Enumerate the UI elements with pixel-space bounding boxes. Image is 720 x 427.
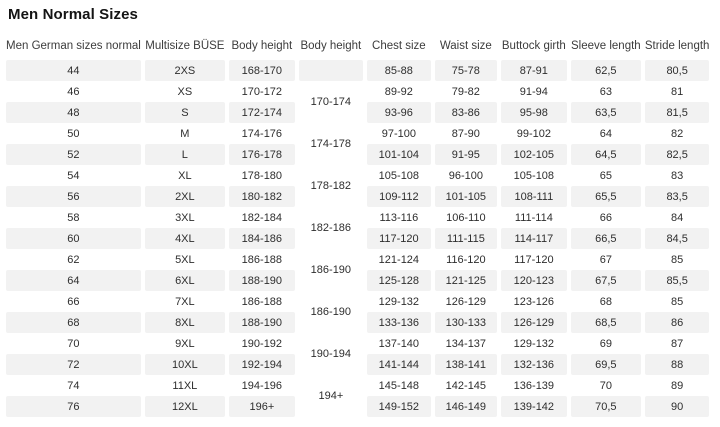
cell-multisize: 9XL	[175, 337, 195, 350]
col-header-waist-size: Waist size	[439, 40, 492, 52]
cell-sleeve: 64,5	[571, 144, 641, 165]
cell-waist: 146-149	[435, 396, 497, 417]
cell-buttock: 123-126	[513, 295, 555, 308]
cell-size: 48	[6, 102, 141, 123]
cell-size: 60	[6, 228, 141, 249]
cell-multisize: 4XL	[145, 228, 225, 249]
cell-sleeve: 68,5	[571, 312, 641, 333]
cell-body-height-group: 178-182	[299, 165, 363, 207]
cell-size: 56	[6, 186, 141, 207]
cell-stride: 88	[645, 354, 710, 375]
cell-chest: 117-120	[367, 228, 431, 249]
cell-size: 70	[67, 337, 80, 350]
cell-body-height: 192-194	[229, 354, 295, 375]
table-row	[6, 333, 709, 354]
cell-stride: 90	[645, 396, 710, 417]
cell-body-height: 168-170	[229, 60, 295, 81]
table-row	[6, 207, 709, 228]
cell-multisize: L	[145, 144, 225, 165]
cell-chest: 93-96	[367, 102, 431, 123]
cell-size: 62	[67, 253, 80, 266]
cell-body-height: 174-176	[241, 127, 283, 140]
cell-waist: 83-86	[435, 102, 497, 123]
table-row	[6, 60, 709, 81]
cell-body-height: 188-190	[229, 270, 295, 291]
cell-body-height: 184-186	[229, 228, 295, 249]
page-title: Men Normal Sizes	[8, 6, 138, 23]
cell-stride: 82	[671, 127, 684, 140]
col-header-men-german-sizes-normal: Men German sizes normal	[6, 40, 141, 52]
cell-buttock: 117-120	[514, 253, 554, 266]
cell-buttock: 99-102	[516, 127, 551, 140]
cell-size: 76	[6, 396, 141, 417]
cell-stride: 82,5	[645, 144, 710, 165]
table-row	[6, 291, 709, 312]
cell-waist: 142-145	[445, 379, 487, 392]
cell-size: 68	[6, 312, 141, 333]
cell-waist: 116-120	[446, 253, 486, 266]
cell-stride: 87	[671, 337, 684, 350]
cell-chest: 141-144	[367, 354, 431, 375]
cell-body-height-group: 190-194	[299, 333, 363, 375]
cell-body-height: 190-192	[241, 337, 283, 350]
cell-stride: 81,5	[645, 102, 710, 123]
cell-body-height-group	[299, 60, 363, 81]
cell-buttock: 108-111	[501, 186, 567, 207]
cell-multisize: M	[180, 127, 190, 140]
cell-buttock: 95-98	[501, 102, 567, 123]
cell-body-height: 186-188	[241, 253, 283, 266]
cell-size: 58	[67, 211, 80, 224]
cell-stride: 89	[671, 379, 684, 392]
cell-stride: 83	[671, 169, 684, 182]
cell-chest: 85-88	[367, 60, 431, 81]
cell-chest: 97-100	[381, 127, 416, 140]
table-row	[6, 375, 709, 396]
cell-buttock: 132-136	[501, 354, 567, 375]
cell-body-height: 182-184	[241, 211, 283, 224]
cell-stride: 80,5	[645, 60, 710, 81]
cell-chest: 129-132	[378, 295, 420, 308]
cell-stride: 84	[671, 211, 684, 224]
header-row	[6, 32, 709, 60]
cell-body-height-group: 170-174	[299, 81, 363, 123]
cell-sleeve: 70	[599, 379, 612, 392]
cell-size: 46	[67, 85, 80, 98]
cell-multisize: 5XL	[175, 253, 195, 266]
col-header-buttock-girth: Buttock girth	[501, 40, 566, 52]
cell-waist: 106-110	[446, 211, 486, 224]
cell-stride: 85	[671, 295, 684, 308]
cell-buttock: 120-123	[501, 270, 567, 291]
col-header-multisize-buse: Multisize BÜSE	[145, 40, 225, 52]
table-row	[6, 249, 709, 270]
cell-waist: 96-100	[448, 169, 483, 182]
cell-sleeve: 67,5	[571, 270, 641, 291]
cell-multisize: 11XL	[172, 379, 198, 392]
cell-buttock: 91-94	[519, 85, 548, 98]
table-body	[6, 60, 709, 417]
cell-body-height: 194-196	[241, 379, 283, 392]
cell-stride: 84,5	[645, 228, 710, 249]
cell-chest: 105-108	[378, 169, 420, 182]
cell-multisize: 6XL	[145, 270, 225, 291]
cell-size: 44	[6, 60, 141, 81]
cell-waist: 91-95	[435, 144, 497, 165]
table-row	[6, 123, 709, 144]
cell-sleeve: 66	[599, 211, 612, 224]
cell-waist: 138-141	[435, 354, 497, 375]
cell-size: 50	[67, 127, 80, 140]
cell-sleeve: 70,5	[571, 396, 641, 417]
cell-sleeve: 67	[599, 253, 612, 266]
cell-buttock: 129-132	[513, 337, 555, 350]
cell-buttock: 105-108	[513, 169, 555, 182]
cell-buttock: 111-114	[514, 211, 553, 224]
cell-buttock: 87-91	[501, 60, 567, 81]
col-header-chest-size: Chest size	[372, 40, 426, 52]
cell-waist: 121-125	[435, 270, 497, 291]
cell-body-height: 176-178	[229, 144, 295, 165]
cell-waist: 111-115	[435, 228, 497, 249]
cell-body-height: 196+	[229, 396, 295, 417]
cell-sleeve: 65,5	[571, 186, 641, 207]
cell-body-height-group: 194+	[299, 375, 363, 417]
cell-chest: 89-92	[384, 85, 413, 98]
cell-multisize: XL	[178, 169, 192, 182]
cell-sleeve: 69,5	[571, 354, 641, 375]
cell-multisize: 8XL	[145, 312, 225, 333]
cell-stride: 85	[671, 253, 684, 266]
cell-chest: 109-112	[367, 186, 431, 207]
cell-chest: 121-124	[378, 253, 420, 266]
cell-chest: 113-116	[379, 211, 419, 224]
cell-multisize: S	[145, 102, 225, 123]
cell-body-height: 186-188	[241, 295, 283, 308]
cell-buttock: 102-105	[501, 144, 567, 165]
cell-body-height: 170-172	[241, 85, 283, 98]
cell-size: 72	[6, 354, 141, 375]
cell-waist: 134-137	[445, 337, 487, 350]
cell-multisize: 7XL	[175, 295, 195, 308]
cell-multisize: XS	[177, 85, 193, 98]
cell-waist: 101-105	[435, 186, 497, 207]
cell-buttock: 136-139	[513, 379, 555, 392]
cell-sleeve: 64	[599, 127, 612, 140]
cell-chest: 101-104	[367, 144, 431, 165]
cell-waist: 130-133	[435, 312, 497, 333]
cell-waist: 79-82	[451, 85, 480, 98]
table-row	[6, 81, 709, 102]
cell-buttock: 114-117	[501, 228, 567, 249]
cell-waist: 75-78	[435, 60, 497, 81]
cell-sleeve: 66,5	[571, 228, 641, 249]
cell-size: 66	[67, 295, 80, 308]
cell-sleeve: 62,5	[571, 60, 641, 81]
cell-body-height: 188-190	[229, 312, 295, 333]
cell-body-height-group: 174-178	[299, 123, 363, 165]
cell-multisize: 12XL	[145, 396, 225, 417]
cell-multisize: 2XS	[145, 60, 225, 81]
cell-size: 64	[6, 270, 141, 291]
cell-multisize: 3XL	[175, 211, 195, 224]
cell-sleeve: 63	[599, 85, 612, 98]
cell-body-height-group: 186-190	[299, 291, 363, 333]
col-header-stride-length: Stride length	[644, 40, 710, 52]
cell-sleeve: 69	[599, 337, 612, 350]
table-head	[6, 32, 709, 60]
cell-multisize: 10XL	[145, 354, 225, 375]
cell-body-height-group: 186-190	[299, 249, 363, 291]
cell-sleeve: 63,5	[571, 102, 641, 123]
cell-chest: 145-148	[378, 379, 420, 392]
cell-sleeve: 68	[599, 295, 612, 308]
cell-waist: 126-129	[445, 295, 487, 308]
cell-size: 52	[6, 144, 141, 165]
cell-stride: 83,5	[645, 186, 710, 207]
cell-stride: 85,5	[645, 270, 710, 291]
cell-stride: 81	[671, 85, 684, 98]
table-row	[6, 165, 709, 186]
size-table	[2, 32, 713, 417]
cell-chest: 149-152	[367, 396, 431, 417]
cell-chest: 137-140	[378, 337, 420, 350]
col-header-sleeve-length: Sleeve length	[571, 40, 641, 52]
cell-body-height-group: 182-186	[299, 207, 363, 249]
cell-sleeve: 65	[599, 169, 612, 182]
col-header-body-height-grouped: Body height	[300, 40, 362, 52]
cell-body-height: 178-180	[241, 169, 283, 182]
cell-buttock: 139-142	[501, 396, 567, 417]
col-header-body-height: Body height	[231, 40, 293, 52]
cell-multisize: 2XL	[145, 186, 225, 207]
cell-size: 54	[67, 169, 80, 182]
cell-stride: 86	[645, 312, 710, 333]
cell-size: 74	[67, 379, 80, 392]
cell-chest: 125-128	[367, 270, 431, 291]
cell-body-height: 172-174	[229, 102, 295, 123]
cell-waist: 87-90	[451, 127, 480, 140]
cell-chest: 133-136	[367, 312, 431, 333]
cell-body-height: 180-182	[229, 186, 295, 207]
cell-buttock: 126-129	[501, 312, 567, 333]
